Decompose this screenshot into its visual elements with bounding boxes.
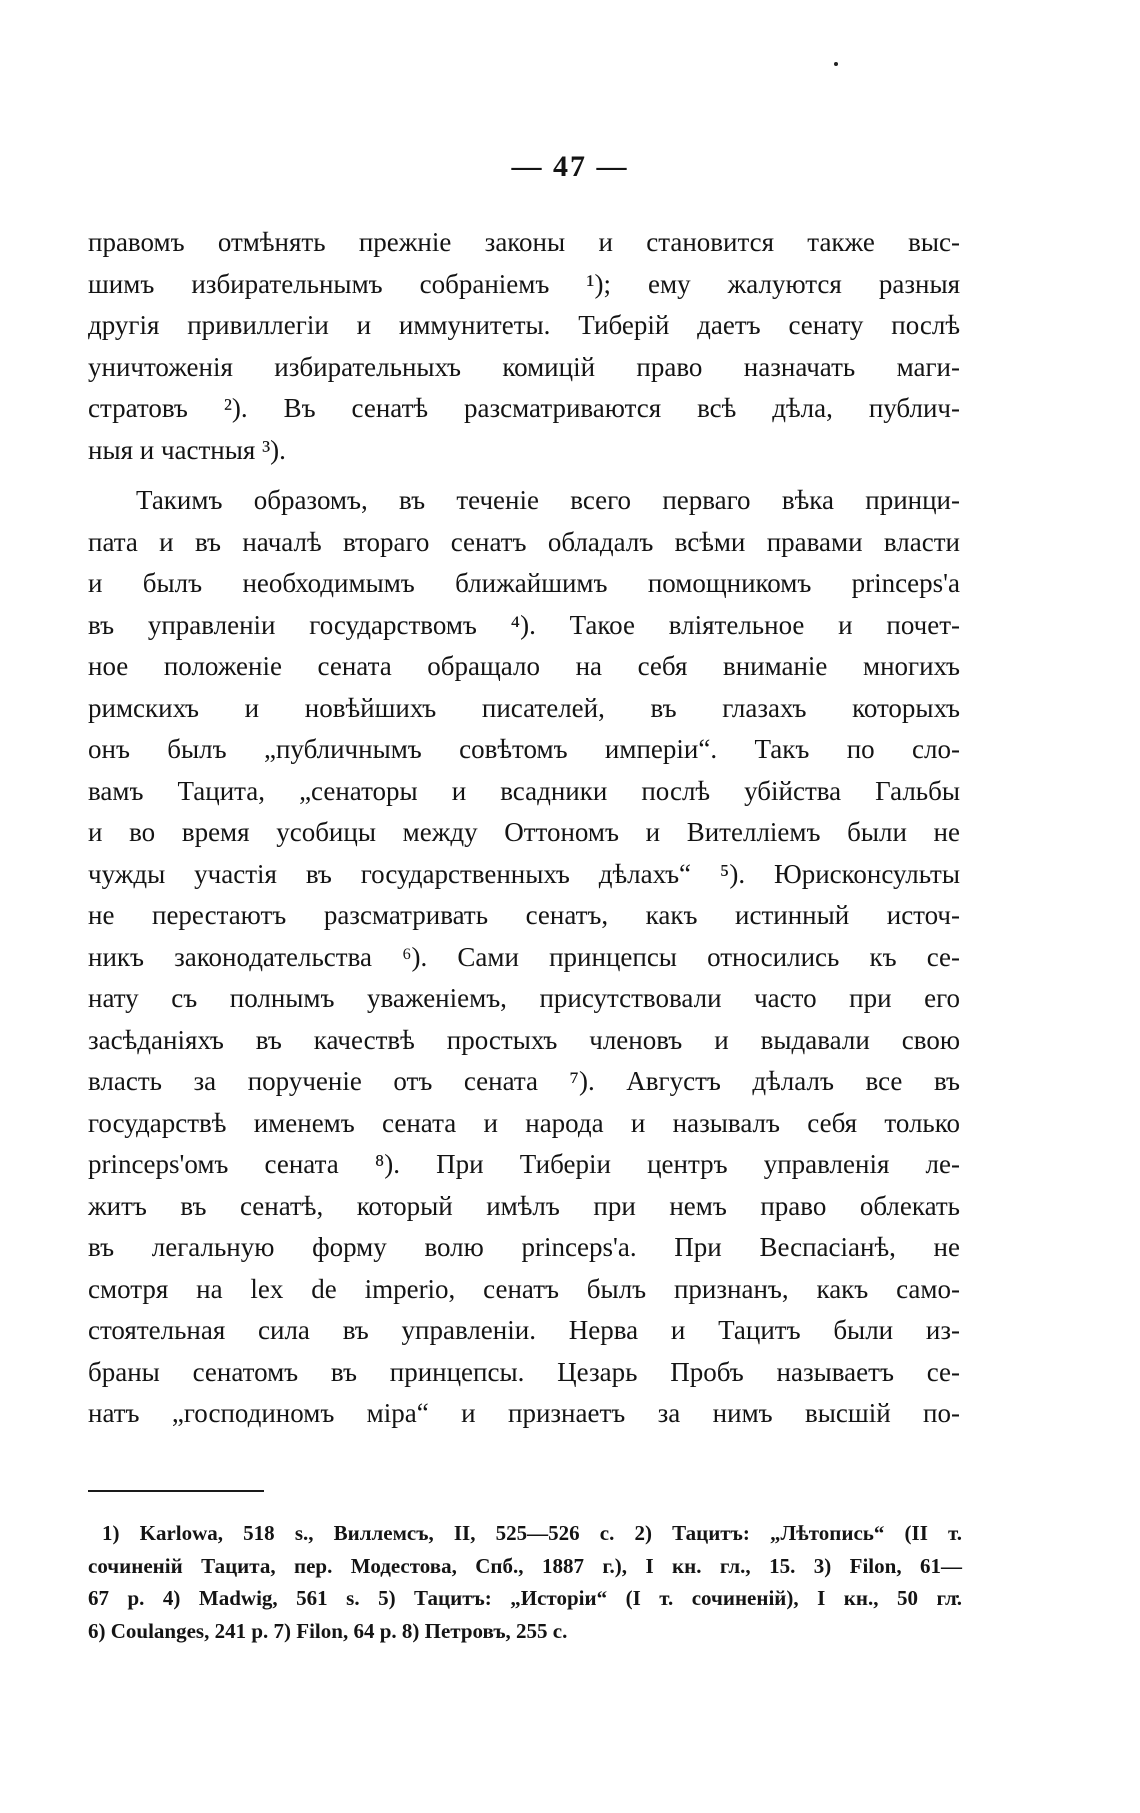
text-line: римскихъ и новѣйшихъ писателей, въ глазахъ которыхъ	[88, 692, 960, 723]
text-line: браны сенатомъ въ принцепсы. Цезарь Пробъ называетъ се-	[88, 1356, 960, 1387]
text-line: пата и въ началѣ втораго сенатъ обладалъ всѣми правами власти	[88, 526, 960, 557]
print-speck	[834, 62, 838, 66]
text-line: стоятельная сила въ управленіи. Нерва и Тацитъ были из-	[88, 1315, 960, 1345]
page-number: — 47 —	[511, 150, 629, 183]
text-line: уничтоженія избирательныхъ комицій право назначать маги-	[88, 351, 960, 382]
text-line: стратовъ ²). Въ сенатѣ разсматриваются всѣ дѣла, публич-	[88, 393, 960, 423]
text-line: засѣданіяхъ въ качествѣ простыхъ членовъ и выдавали свою	[88, 1024, 960, 1055]
text-line: не перестаютъ разсматривать сенатъ, какъ истинный источ-	[88, 900, 960, 930]
text-line: шимъ избирательнымъ собраніемъ ¹); ему жалуются разныя	[88, 268, 960, 299]
footnote-line: 6) Coulanges, 241 p. 7) Filon, 64 p. 8) Петровъ, 255 с.	[88, 1618, 568, 1643]
footnote-rule	[88, 1490, 264, 1492]
text-line: Такимъ образомъ, въ теченіе всего перваго вѣка принци-	[136, 485, 960, 515]
text-line: ныя и частныя ³).	[88, 434, 286, 465]
text-line: ное положеніе сената обращало на себя вниманіе многихъ	[88, 651, 960, 681]
text-line: власть за порученіе отъ сената ⁷). Августъ дѣлалъ все въ	[88, 1066, 960, 1096]
footnotes	[88, 1517, 962, 1647]
footnote-line: 67 p. 4) Madwig, 561 s. 5) Тацитъ: „Исторіи“ (I т. сочиненій), I кн., 50 гл.	[88, 1586, 962, 1610]
text-line: и во время усобицы между Оттономъ и Вителліемъ были не	[88, 817, 960, 847]
footnote-line: сочиненій Тацита, пер. Модестова, Спб., 1887 г.), I кн. гл., 15. 3) Filon, 61—	[88, 1553, 962, 1578]
text-line: въ управленіи государствомъ ⁴). Такое вліятельное и почет-	[88, 609, 960, 640]
text-line: нату съ полнымъ уваженіемъ, присутствовали часто при его	[88, 983, 960, 1013]
text-line: смотря на lex de imperio, сенатъ былъ признанъ, какъ само-	[88, 1273, 960, 1304]
text-line: никъ законодательства ⁶). Сами принцепсы относились къ се-	[88, 941, 960, 972]
text-line: и былъ необходимымъ ближайшимъ помощникомъ princeps'a	[88, 568, 960, 598]
text-line: правомъ отмѣнять прежніе законы и становится также выс-	[88, 227, 960, 257]
text-line: другія привиллегіи и иммунитеты. Тиберій даетъ сенату послѣ	[88, 310, 960, 340]
text-line: въ легальную форму волю princeps'a. При Веспасіанѣ, не	[88, 1232, 960, 1262]
text-line: натъ „господиномъ міра“ и признаетъ за нимъ высшій по-	[88, 1398, 960, 1428]
text-line: онъ былъ „публичнымъ совѣтомъ имперіи“. Такъ по сло-	[88, 734, 960, 764]
paragraph-gap	[88, 471, 960, 480]
text-line: чужды участія въ государственныхъ дѣлахъ“ ⁵). Юрисконсульты	[88, 858, 960, 889]
body-text	[88, 222, 960, 1435]
text-line: princeps'омъ сената ⁸). При Тиберіи центръ управленія ле-	[88, 1149, 960, 1179]
text-line: государствѣ именемъ сената и народа и называлъ себя только	[88, 1107, 960, 1138]
text-line: житъ въ сенатѣ, который имѣлъ при немъ право облекать	[88, 1190, 960, 1221]
footnote-line: 1) Karlowa, 518 s., Виллемсъ, II, 525—526 с. 2) Тацитъ: „Лѣтопись“ (II т.	[102, 1521, 962, 1545]
text-line: вамъ Тацита, „сенаторы и всадники послѣ убійства Гальбы	[88, 775, 960, 806]
